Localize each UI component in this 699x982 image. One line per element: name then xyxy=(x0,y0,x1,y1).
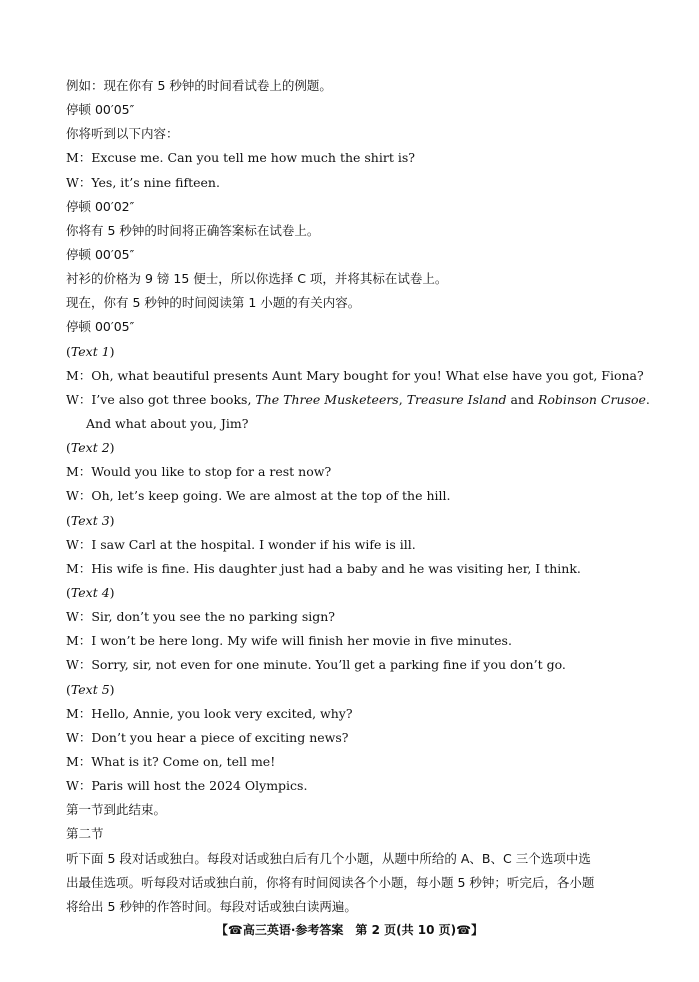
dialogue-line: M：His wife is fine. His daughter just had a baby and he was visiting her, I think. xyxy=(66,560,581,576)
text-section-label: (Text 3) xyxy=(66,512,115,528)
book-title: Treasure Island xyxy=(406,391,507,407)
book-title: The Three Musketeers xyxy=(255,391,399,407)
instruction-line: 第二节 xyxy=(66,826,104,842)
footer-open-bracket: 【 xyxy=(215,923,228,937)
dialogue-line: W：Sorry, sir, not even for one minute. You’ll get a parking fine if you don’t go. xyxy=(66,657,566,673)
text-section-label: (Text 5) xyxy=(66,681,115,697)
dialogue-line: M：I won’t be here long. My wife will finish her movie in five minutes. xyxy=(66,633,512,649)
dialogue-line: And what about you, Jim? xyxy=(86,415,249,431)
text-section-label: (Text 2) xyxy=(66,440,115,456)
transcript-body xyxy=(66,74,666,919)
text-label-name: Text 2 xyxy=(70,440,110,456)
instruction-line: 出最佳选项。听每段对话或独白前，你将有时间阅读各个小题，每小题 5 秒钟；听完后，各小题 xyxy=(66,874,595,890)
dialogue-line: W：I saw Carl at the hospital. I wonder if his wife is ill. xyxy=(66,536,416,552)
dialogue-text: W：I’ve also got three books, xyxy=(66,391,256,407)
footer-text: 高三英语·参考答案 第 2 页(共 10 页) xyxy=(242,923,457,937)
dialogue-line: W：Don’t you hear a piece of exciting news? xyxy=(66,729,349,745)
dialogue-line: M：Excuse me. Can you tell me how much the shirt is? xyxy=(66,150,415,166)
dialogue-line: W：Oh, let’s keep going. We are almost at the top of the hill. xyxy=(66,488,451,504)
text-label-name: Text 3 xyxy=(70,512,110,528)
separator: and xyxy=(506,391,538,407)
book-title: Robinson Crusoe xyxy=(537,391,646,407)
text-label-name: Text 1 xyxy=(70,343,110,359)
instruction-line: 第一节到此结束。 xyxy=(66,802,167,818)
instruction-line: 停顿 00′05″ xyxy=(66,102,135,118)
dialogue-line: M：Oh, what beautiful presents Aunt Mary bought for you! What else have you got, Fiona? xyxy=(66,367,644,383)
instruction-line: 你将有 5 秒钟的时间将正确答案标在试卷上。 xyxy=(66,222,320,238)
text-section-label: (Text 4) xyxy=(66,584,115,600)
dialogue-line: W：Paris will host the 2024 Olympics. xyxy=(66,778,308,794)
separator: , xyxy=(398,391,407,407)
text-label-name: Text 4 xyxy=(70,584,110,600)
instruction-line: 停顿 00′02″ xyxy=(66,198,135,214)
instruction-line: 现在，你有 5 秒钟的时间阅读第 1 小题的有关内容。 xyxy=(66,295,361,311)
phone-icon: ☎ xyxy=(456,923,472,937)
page-footer xyxy=(0,921,699,938)
footer-close-bracket: 】 xyxy=(471,923,484,937)
dialogue-line: M：Would you like to stop for a rest now? xyxy=(66,464,332,480)
text-label-name: Text 5 xyxy=(70,681,110,697)
dialogue-line xyxy=(66,388,666,412)
instruction-line: 衬衫的价格为 9 镑 15 便士，所以你选择 C 项，并将其标在试卷上。 xyxy=(66,271,448,287)
text-section-label: (Text 1) xyxy=(66,343,115,359)
phone-icon: ☎ xyxy=(227,923,243,937)
dialogue-line: W：Sir, don’t you see the no parking sign? xyxy=(66,609,335,625)
separator: . xyxy=(645,391,650,407)
instruction-line: 听下面 5 段对话或独白。每段对话或独白后有几个小题，从题中所给的 A、B、C 三个选项中选 xyxy=(66,850,591,866)
instruction-line: 停顿 00′05″ xyxy=(66,246,135,262)
instruction-line: 例如：现在你有 5 秒钟的时间看试卷上的例题。 xyxy=(66,78,332,93)
dialogue-line: W：Yes, it’s nine fifteen. xyxy=(66,174,220,190)
instruction-line: 停顿 00′05″ xyxy=(66,319,135,335)
dialogue-line: M：What is it? Come on, tell me! xyxy=(66,753,276,769)
instruction-line: 你将听到以下内容： xyxy=(66,126,179,142)
dialogue-line: M：Hello, Annie, you look very excited, why? xyxy=(66,705,353,721)
instruction-line: 将给出 5 秒钟的作答时间。每段对话或独白读两遍。 xyxy=(66,898,357,914)
